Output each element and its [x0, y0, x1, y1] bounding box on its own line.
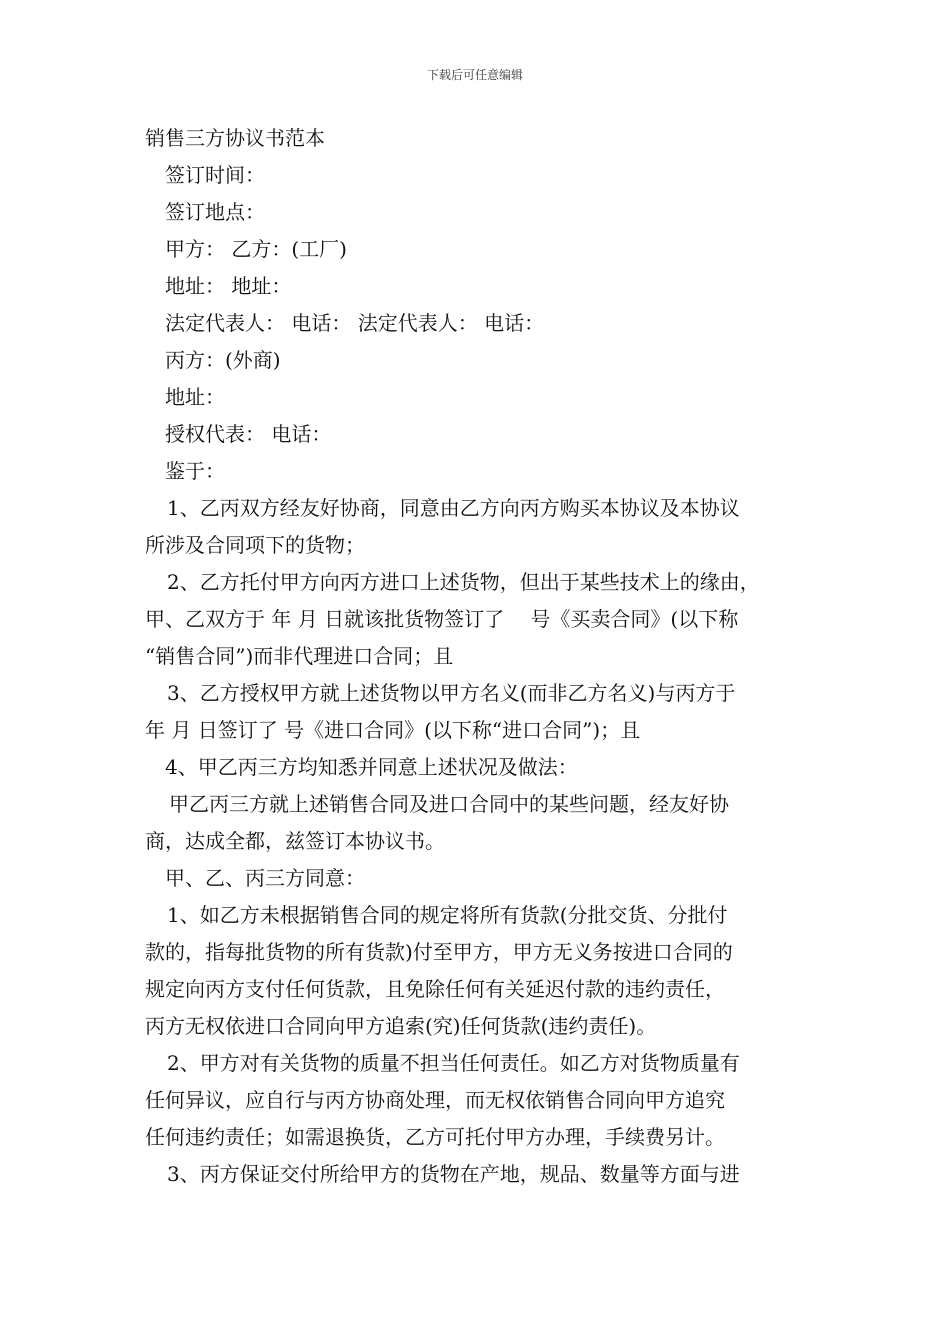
paragraph-line: 年 月 日签订了 号《进口合同》(以下称“进口合同”)；且	[145, 718, 641, 742]
page-header: 下载后可任意编辑	[426, 68, 523, 82]
paragraph-line: 商，达成全都，兹签订本协议书。	[145, 829, 445, 853]
paragraph-line: 1、乙丙双方经友好协商，同意由乙方向丙方购买本协议及本协议	[167, 496, 740, 520]
line-address: 地址： 地址：	[165, 274, 292, 298]
paragraph-line: 甲、乙双方于 年 月 日就该批货物签订了 号《买卖合同》(以下称	[145, 607, 739, 631]
paragraph-line: 2、乙方托付甲方向丙方进口上述货物，但出于某些技术上的缘由，	[167, 570, 760, 594]
line-whereas: 鉴于：	[165, 459, 225, 483]
line-sign-place: 签订地点：	[165, 200, 265, 224]
paragraph-line: 4、甲乙丙三方均知悉并同意上述状况及做法：	[165, 755, 578, 779]
paragraph-line: 3、乙方授权甲方就上述货物以甲方名义(而非乙方名义)与丙方于	[167, 681, 736, 705]
line-parties: 甲方： 乙方：(工厂)	[165, 237, 347, 261]
line-sign-time: 签订时间：	[165, 163, 265, 187]
paragraph-line: 3、丙方保证交付所给甲方的货物在产地，规品、数量等方面与进	[167, 1162, 740, 1186]
paragraph-line: 任何违约责任；如需退换货，乙方可托付甲方办理，手续费另计。	[145, 1125, 725, 1149]
paragraph-line: 丙方无权依进口合同向甲方追索(究)任何货款(违约责任)。	[145, 1014, 657, 1038]
paragraph-line: “销售合同”)而非代理进口合同；且	[145, 644, 454, 668]
line-party-c: 丙方：(外商)	[165, 348, 281, 372]
paragraph-line: 1、如乙方未根据销售合同的规定将所有货款(分批交货、分批付	[167, 903, 728, 927]
document-body	[145, 157, 813, 1193]
paragraph-line: 任何异议，应自行与丙方协商处理，而无权依销售合同向甲方追究	[145, 1088, 725, 1112]
document-title: 销售三方协议书范本	[145, 126, 325, 150]
paragraph-line: 2、甲方对有关货物的质量不担当任何责任。如乙方对货物质量有	[167, 1051, 740, 1075]
paragraph-line: 甲、乙、丙三方同意：	[165, 866, 365, 890]
line-auth-rep: 授权代表： 电话：	[165, 422, 332, 446]
paragraph-line: 甲乙丙三方就上述销售合同及进口合同中的某些问题，经友好协	[169, 792, 729, 816]
line-address-c: 地址：	[165, 385, 225, 409]
paragraph-line: 规定向丙方支付任何货款，且免除任何有关延迟付款的违约责任，	[145, 977, 725, 1001]
paragraph-line: 款的，指每批货物的所有货款)付至甲方，甲方无义务按进口合同的	[145, 940, 733, 964]
line-legal-rep: 法定代表人： 电话： 法定代表人： 电话：	[165, 311, 545, 335]
paragraph-line: 所涉及合同项下的货物；	[145, 533, 365, 557]
